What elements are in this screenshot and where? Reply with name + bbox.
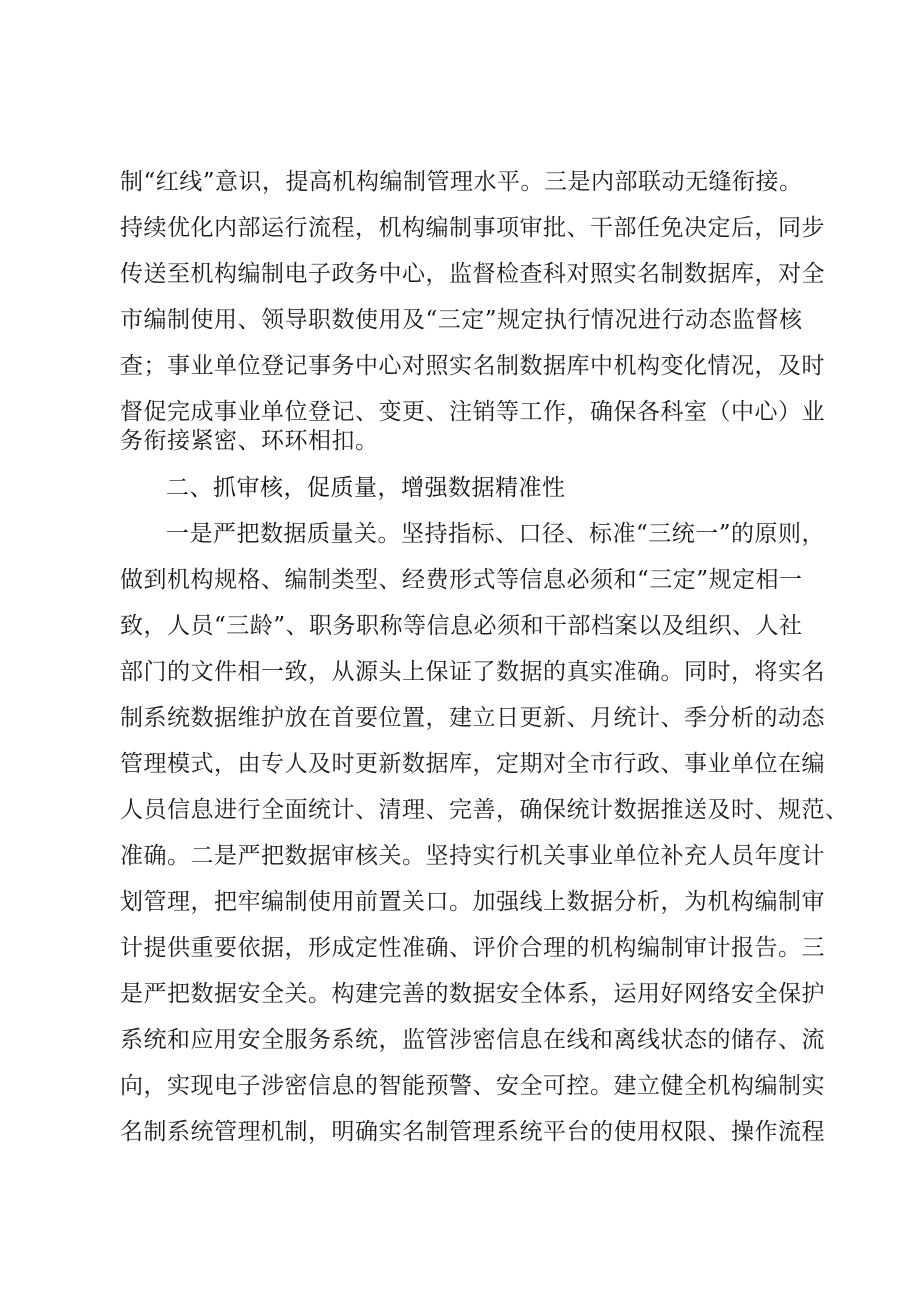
text-line: 制“红线”意识，提高机构编制管理水平。三是内部联动无缝衔接。 bbox=[120, 169, 803, 195]
text-line: 一是严把数据质量关。坚持指标、口径、标准“三统一”的原则， bbox=[166, 521, 826, 547]
text-line: 人员信息进行全面统计、清理、完善，确保统计数据推送及时、规范、 bbox=[120, 797, 849, 823]
section-heading: 二、抓审核，促质量，增强数据精准性 bbox=[166, 475, 566, 501]
text-line: 向，实现电子涉密信息的智能预警、安全可控。建立健全机构编制实 bbox=[120, 1073, 825, 1099]
text-line: 督促完成事业单位登记、变更、注销等工作，确保各科室（中心）业 bbox=[120, 399, 825, 425]
text-line: 传送至机构编制电子政务中心，监督检查科对照实名制数据库，对全 bbox=[120, 261, 825, 287]
text-line: 做到机构规格、编制类型、经费形式等信息必须和“三定”规定相一 bbox=[120, 567, 803, 593]
text-line: 名制系统管理机制，明确实名制管理系统平台的使用权限、操作流程 bbox=[120, 1119, 825, 1145]
text-line: 部门的文件相一致，从源头上保证了数据的真实准确。同时，将实名 bbox=[120, 659, 825, 685]
text-line: 持续优化内部运行流程，机构编制事项审批、干部任免决定后，同步 bbox=[120, 215, 825, 241]
text-line: 查；事业单位登记事务中心对照实名制数据库中机构变化情况，及时 bbox=[120, 353, 825, 379]
text-line: 计提供重要依据，形成定性准确、评价合理的机构编制审计报告。三 bbox=[120, 935, 825, 961]
text-line: 致，人员“三龄”、职务职称等信息必须和干部档案以及组织、人社 bbox=[120, 613, 803, 639]
text-line: 系统和应用安全服务系统，监管涉密信息在线和离线状态的储存、流 bbox=[120, 1027, 825, 1053]
text-line: 管理模式，由专人及时更新数据库，定期对全市行政、事业单位在编 bbox=[120, 751, 825, 777]
text-line: 制系统数据维护放在首要位置，建立日更新、月统计、季分析的动态 bbox=[120, 705, 825, 731]
text-line: 务衔接紧密、环环相扣。 bbox=[120, 428, 379, 454]
text-line: 划管理，把牢编制使用前置关口。加强线上数据分析，为机构编制审 bbox=[120, 889, 825, 915]
text-line: 市编制使用、领导职数使用及“三定”规定执行情况进行动态监督核 bbox=[120, 307, 803, 333]
text-line: 是严把数据安全关。构建完善的数据安全体系，运用好网络安全保护 bbox=[120, 981, 825, 1007]
text-line: 准确。二是严把数据审核关。坚持实行机关事业单位补充人员年度计 bbox=[120, 843, 825, 869]
